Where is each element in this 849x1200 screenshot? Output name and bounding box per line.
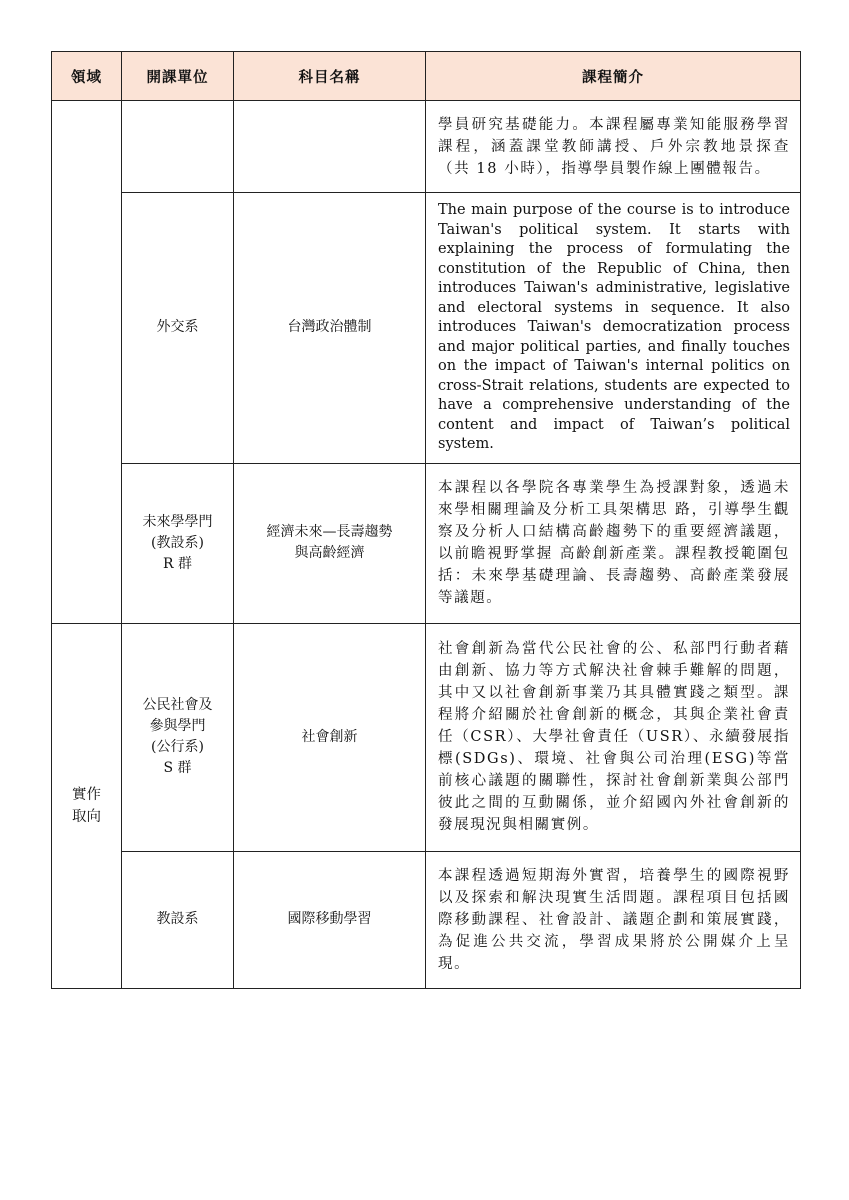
unit-line: 外交系 xyxy=(156,319,199,336)
subject-line: 國際移動學習 xyxy=(287,911,372,927)
unit-line: 未來學學門 xyxy=(142,513,213,530)
description-cell: 本課程透過短期海外實習，培養學生的國際視野以及探索和解決現實生活問題。課程項目包括國際移動課程、社會設計、議題企劃和策展實踐，為促進公共交流，學習成果將於公開媒介上呈現。 xyxy=(426,851,801,988)
unit-line: R 群 xyxy=(163,555,192,572)
table-header-row xyxy=(52,52,801,101)
subject-line: 經濟未來—長壽趨勢 xyxy=(266,524,393,540)
unit-cell xyxy=(122,101,234,193)
subject-cell xyxy=(234,851,426,988)
table-row xyxy=(52,463,801,623)
subject-cell xyxy=(234,193,426,464)
subject-line: 與高齡經濟 xyxy=(294,545,365,561)
table-row xyxy=(52,193,801,464)
unit-cell xyxy=(122,463,234,623)
table-row xyxy=(52,101,801,193)
header-intro: 課程簡介 xyxy=(426,52,801,101)
description-cell: 本課程以各學院各專業學生為授課對象，透過未來學相關理論及分析工具架構思 路，引導學生觀察及分析人口結構高齡趨勢下的重要經濟議題，以前瞻視野掌握 高齡創新產業。課程教授範圍包括：未來學基礎理論、長壽趨勢、高齡產業發展 等議題。 xyxy=(426,463,801,623)
subject-cell xyxy=(234,101,426,193)
unit-cell xyxy=(122,851,234,988)
subject-line: 台灣政治體制 xyxy=(287,319,372,336)
description-cell: 社會創新為當代公民社會的公、私部門行動者藉由創新、協力等方式解決社會棘手難解的問題，其中又以社會創新事業乃其具體實踐之類型。課程將介紹關於社會創新的概念，其與企業社會責任（CSR）、大學社會責任（USR）、永續發展指標(SDGs)、環境、社會與公司治理(ESG)等當前核心議題的關聯性，探討社會創新業與公部門彼此之間的互動關係，並介紹國內外社會創新的發展現況與相關實例。 xyxy=(426,623,801,851)
domain-cell-practice xyxy=(52,623,122,988)
table-row xyxy=(52,851,801,988)
unit-line: 參與學門 xyxy=(149,718,206,734)
domain-line: 實作 xyxy=(72,786,101,803)
header-unit: 開課單位 xyxy=(122,52,234,101)
unit-line: S 群 xyxy=(163,760,192,776)
unit-line: 公民社會及 xyxy=(142,697,213,713)
unit-cell xyxy=(122,623,234,851)
description-cell: 學員研究基礎能力。本課程屬專業知能服務學習課程，涵蓋課堂教師講授、戶外宗教地景探查（共 18 小時），指導學員製作線上團體報告。 xyxy=(426,101,801,193)
unit-cell xyxy=(122,193,234,464)
subject-cell xyxy=(234,623,426,851)
subject-cell xyxy=(234,463,426,623)
description-cell: The main purpose of the course is to introduce Taiwan's political system. It starts with explaining the process of formulating the constitution of the Republic of China, then introduces Taiwan's administrative, legislative and electoral systems in sequence. It also introduces Taiwan's democratization process and major political parties, and finally touches on the impact of Taiwan's internal politics on cross-Strait relations, students are expected to have a comprehensive understanding of the content and impact of Taiwan’s political system. xyxy=(426,193,801,464)
domain-cell-first xyxy=(52,101,122,624)
unit-line: (公行系) xyxy=(151,739,204,755)
domain-line: 取向 xyxy=(72,808,101,825)
header-subject: 科目名稱 xyxy=(234,52,426,101)
course-table xyxy=(51,51,801,989)
table-row xyxy=(52,623,801,851)
unit-line: (教設系) xyxy=(151,534,204,551)
subject-line: 社會創新 xyxy=(301,728,358,745)
unit-line: 教設系 xyxy=(156,911,199,927)
header-domain: 領域 xyxy=(52,52,122,101)
